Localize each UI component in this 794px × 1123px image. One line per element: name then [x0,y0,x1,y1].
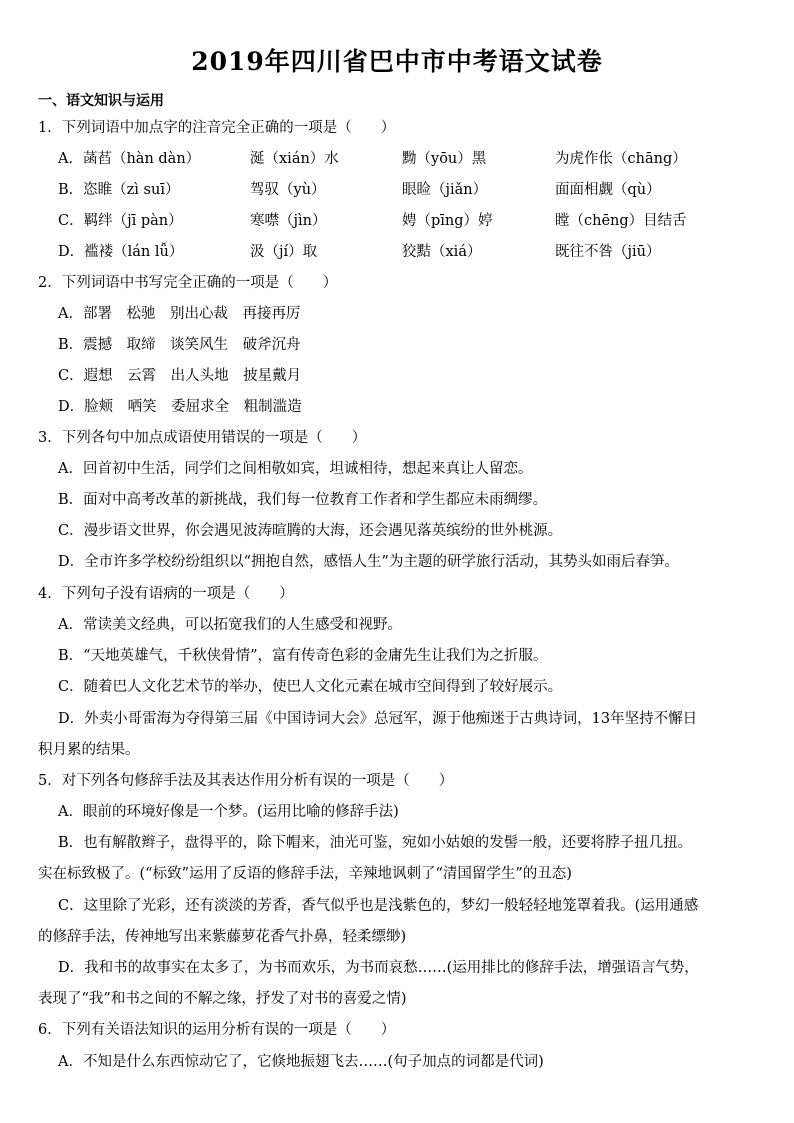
q5-option-a: A．眼前的环境好像是一个梦。(运用比喻的修辞手法) [58,804,399,820]
q5-option-b-line2: 实在标致极了。(“标致”运用了反语的修辞手法，辛辣地讽刺了“清国留学生”的丑态) [38,866,572,882]
question-6-stem: 6．下列有关语法知识的运用分析有误的一项是（ ） [38,1022,396,1038]
q2-option-b: B．震撼 取缔 谈笑风生 破斧沉舟 [58,337,301,353]
q4-option-b: B．“天地英雄气，千秋侠骨情”，富有传奇色彩的金庸先生让我们为之折服。 [58,648,548,664]
q1-option-b-word4: 面面相觑（qù） [555,182,661,198]
q5-option-d-line1: D．我和书的故事实在太多了，为书而欢乐，为书而哀愁……(运用排比的修辞手法，增强语言气势， [58,960,699,976]
section-heading: 一、语文知识与运用 [38,93,164,109]
q1-option-d-word2: 汲（jí）取 [250,244,318,260]
q5-option-c-line2: 的修辞手法，传神地写出来紫藤萝花香气扑鼻，轻柔缥缈) [38,929,407,945]
q5-option-c-line1: C．这里除了光彩，还有淡淡的芳香，香气似乎也是浅紫色的，梦幻一般轻轻地笼罩着我。(运用通感 [58,898,699,914]
q2-option-c: C．遐想 云霄 出人头地 披星戴月 [58,368,302,384]
q1-option-b-word2: 驾驭（yù） [250,182,326,198]
q4-option-d-line2: 积月累的结果。 [38,742,140,758]
q2-option-a: A．部署 松驰 别出心裁 再接再厉 [58,306,301,322]
question-5-stem: 5．对下列各句修辞手法及其表达作用分析有误的一项是（ ） [38,773,454,789]
q2-option-d: D．脸颊 哂笑 委屈求全 粗制滥造 [58,399,302,415]
q1-option-a-word1: A．菡萏（hàn dàn） [58,151,201,167]
q1-option-a-word2: 涎（xián）水 [250,151,339,167]
question-1-stem: 1．下列词语中加点字的注音完全正确的一项是（ ） [38,120,396,136]
q1-option-d-word1: D．褴褛（lán lǚ） [58,244,184,260]
q3-option-b: B．面对中高考改革的新挑战，我们每一位教育工作者和学生都应未雨绸缪。 [58,492,548,508]
question-2-stem: 2．下列词语中书写完全正确的一项是（ ） [38,275,338,291]
q4-option-a: A．常读美文经典，可以拓宽我们的人生感受和视野。 [58,617,402,633]
q1-option-d-word4: 既往不咎（jiū） [555,244,661,260]
q4-option-c: C．随着巴人文化艺术节的举办，使巴人文化元素在城市空间得到了较好展示。 [58,679,563,695]
q1-option-a-word4: 为虎作伥（chāng） [555,151,687,167]
q1-option-c-word1: C．羁绊（jī pàn） [58,213,183,229]
q1-option-a-word3: 黝（yōu）黑 [402,151,487,167]
question-4-stem: 4．下列句子没有语病的一项是（ ） [38,586,294,602]
question-3-stem: 3．下列各句中加点成语使用错误的一项是（ ） [38,430,367,446]
q1-option-c-word3: 娉（pīng）婷 [402,213,493,229]
q1-option-b-word1: B．恣睢（zì suī） [58,182,180,198]
q4-option-d-line1: D．外卖小哥雷海为夺得第三届《中国诗词大会》总冠军，源于他痴迷于古典诗词，13年坚持不懈日 [58,711,698,727]
q1-option-d-word3: 狡黠（xiá） [402,244,482,260]
q3-option-c: C．漫步语文世界，你会遇见波涛暄腾的大海，还会遇见落英缤纷的世外桃源。 [58,523,563,539]
q5-option-b-line1: B．也有解散辫子，盘得平的，除下帽来，油光可鉴，宛如小姑娘的发髻一般，还要将脖子扭几扭。 [58,835,693,851]
q3-option-a: A．回首初中生活，同学们之间相敬如宾，坦诚相待，想起来真让人留恋。 [58,461,533,477]
page-title: 2019年四川省巴中市中考语文试卷 [191,47,603,76]
q1-option-c-word4: 瞠（chēng）目结舌 [555,213,687,229]
q1-option-b-word3: 眼睑（jiǎn） [402,182,488,198]
q5-option-d-line2: 表现了“我”和书之间的不解之缘，抒发了对书的喜爱之情) [38,991,407,1007]
q6-option-a: A．不知是什么东西惊动它了，它倏地振翅飞去……(句子加点的词都是代词) [58,1054,544,1070]
q1-option-c-word2: 寒噤（jìn） [250,213,327,229]
q3-option-d: D．全市许多学校纷纷组织以“拥抱自然，感悟人生”为主题的研学旅行活动，其势头如雨后春笋。 [58,554,679,570]
